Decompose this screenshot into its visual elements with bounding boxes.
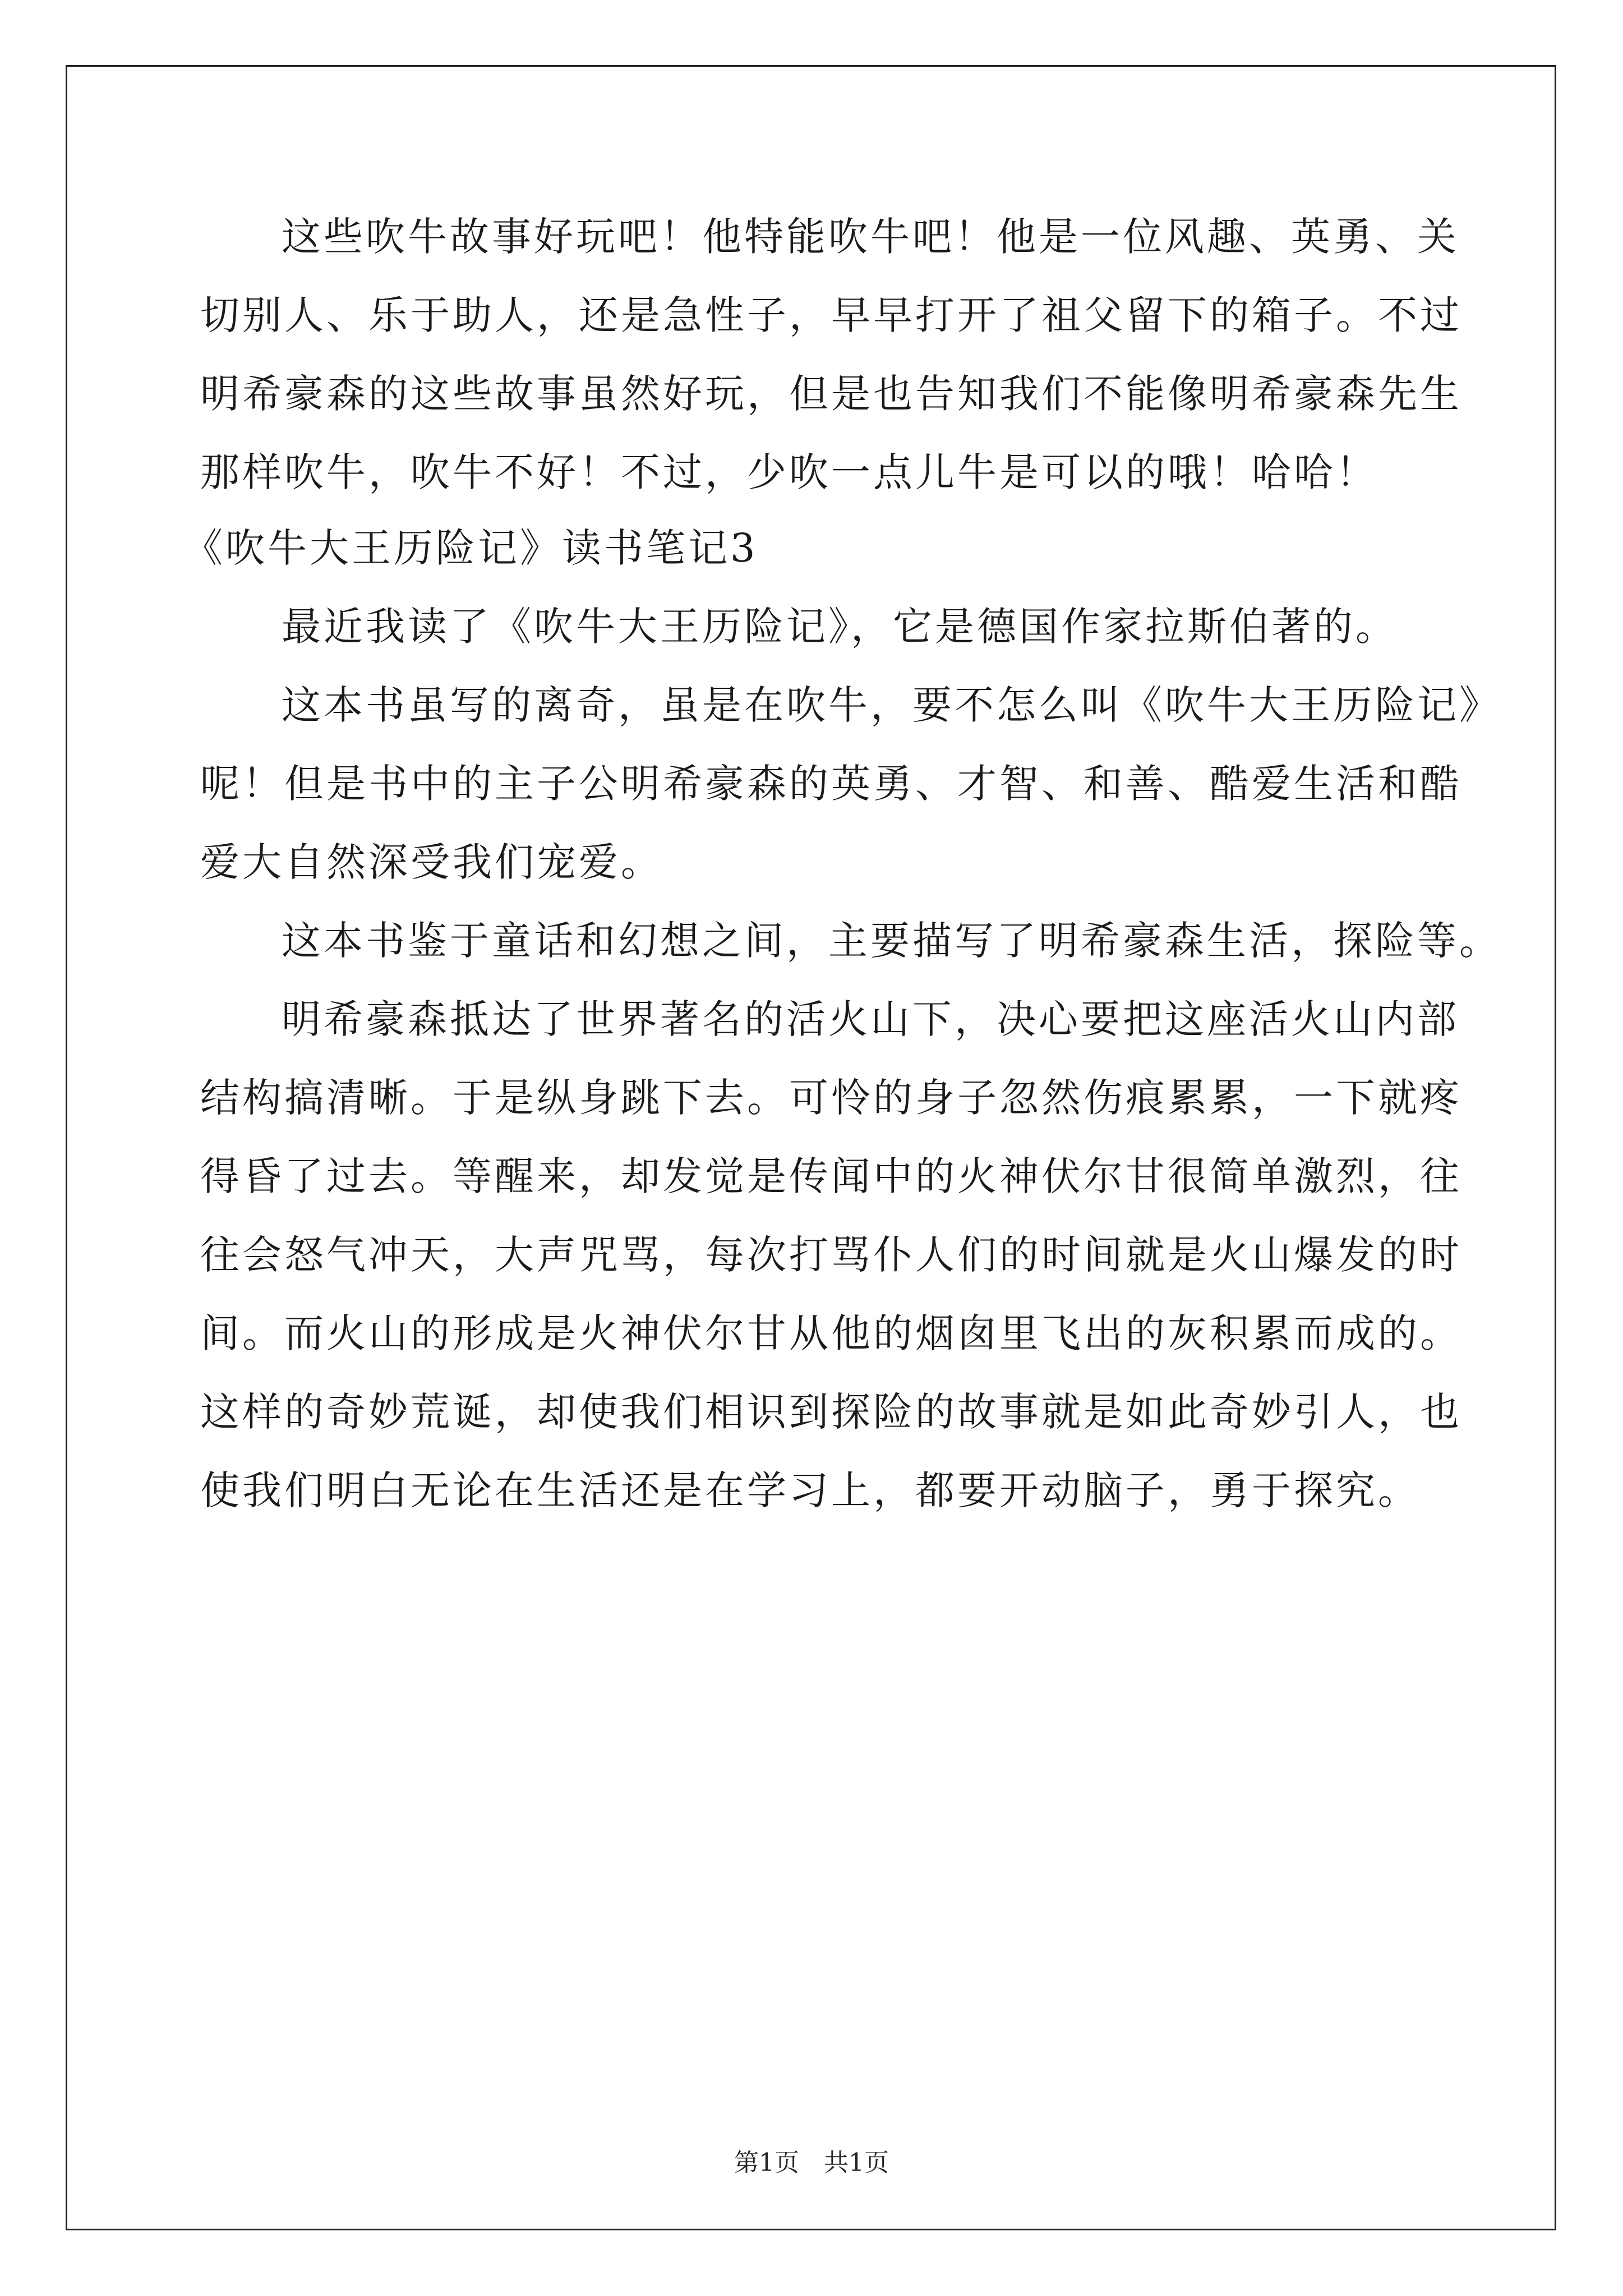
paragraph-line: 那样吹牛，吹牛不好！不过，少吹一点儿牛是可以的哦！哈哈！ [200, 449, 1378, 495]
paragraph-line: 明希豪森的这些故事虽然好玩，但是也告知我们不能像明希豪森先生 [200, 371, 1462, 417]
paragraph-line: 得昏了过去。等醒来，却发觉是传闻中的火神伏尔甘很简单激烈，往 [200, 1153, 1462, 1199]
page-footer: 第1页 共1页 [734, 2148, 889, 2177]
paragraph-line: 结构搞清晰。于是纵身跳下去。可怜的身子忽然伤痕累累，一下就疼 [200, 1075, 1462, 1121]
paragraph-line: 爱大自然深受我们宠爱。 [200, 839, 663, 885]
paragraph-line: 这样的奇妙荒诞，却使我们相识到探险的故事就是如此奇妙引人，也 [200, 1389, 1462, 1435]
paragraph-line: 这本书鉴于童话和幻想之间，主要描写了明希豪森生活，探险等。 [282, 918, 1501, 964]
paragraph-line: 呢！但是书中的主子公明希豪森的英勇、才智、和善、酷爱生活和酷 [200, 761, 1462, 807]
paragraph-line: 这些吹牛故事好玩吧！他特能吹牛吧！他是一位风趣、英勇、关 [282, 214, 1459, 260]
section-heading: 《吹牛大王历险记》读书笔记3 [183, 525, 758, 571]
paragraph-line: 最近我读了《吹牛大王历险记》，它是德国作家拉斯伯著的。 [282, 604, 1398, 650]
paragraph-line: 切别人、乐于助人，还是急性子，早早打开了祖父留下的箱子。不过 [200, 292, 1462, 338]
paragraph-line: 间。而火山的形成是火神伏尔甘从他的烟囱里飞出的灰积累而成的。 [200, 1310, 1462, 1356]
paragraph-line: 使我们明白无论在生活还是在学习上，都要开动脑子，勇于探究。 [200, 1467, 1420, 1513]
paragraph-line: 明希豪森抵达了世界著名的活火山下，决心要把这座活火山内部 [282, 996, 1459, 1042]
paragraph-line: 往会怒气冲天，大声咒骂，每次打骂仆人们的时间就是火山爆发的时 [200, 1232, 1462, 1278]
paragraph-line: 这本书虽写的离奇，虽是在吹牛，要不怎么叫《吹牛大王历险记》 [282, 682, 1501, 728]
